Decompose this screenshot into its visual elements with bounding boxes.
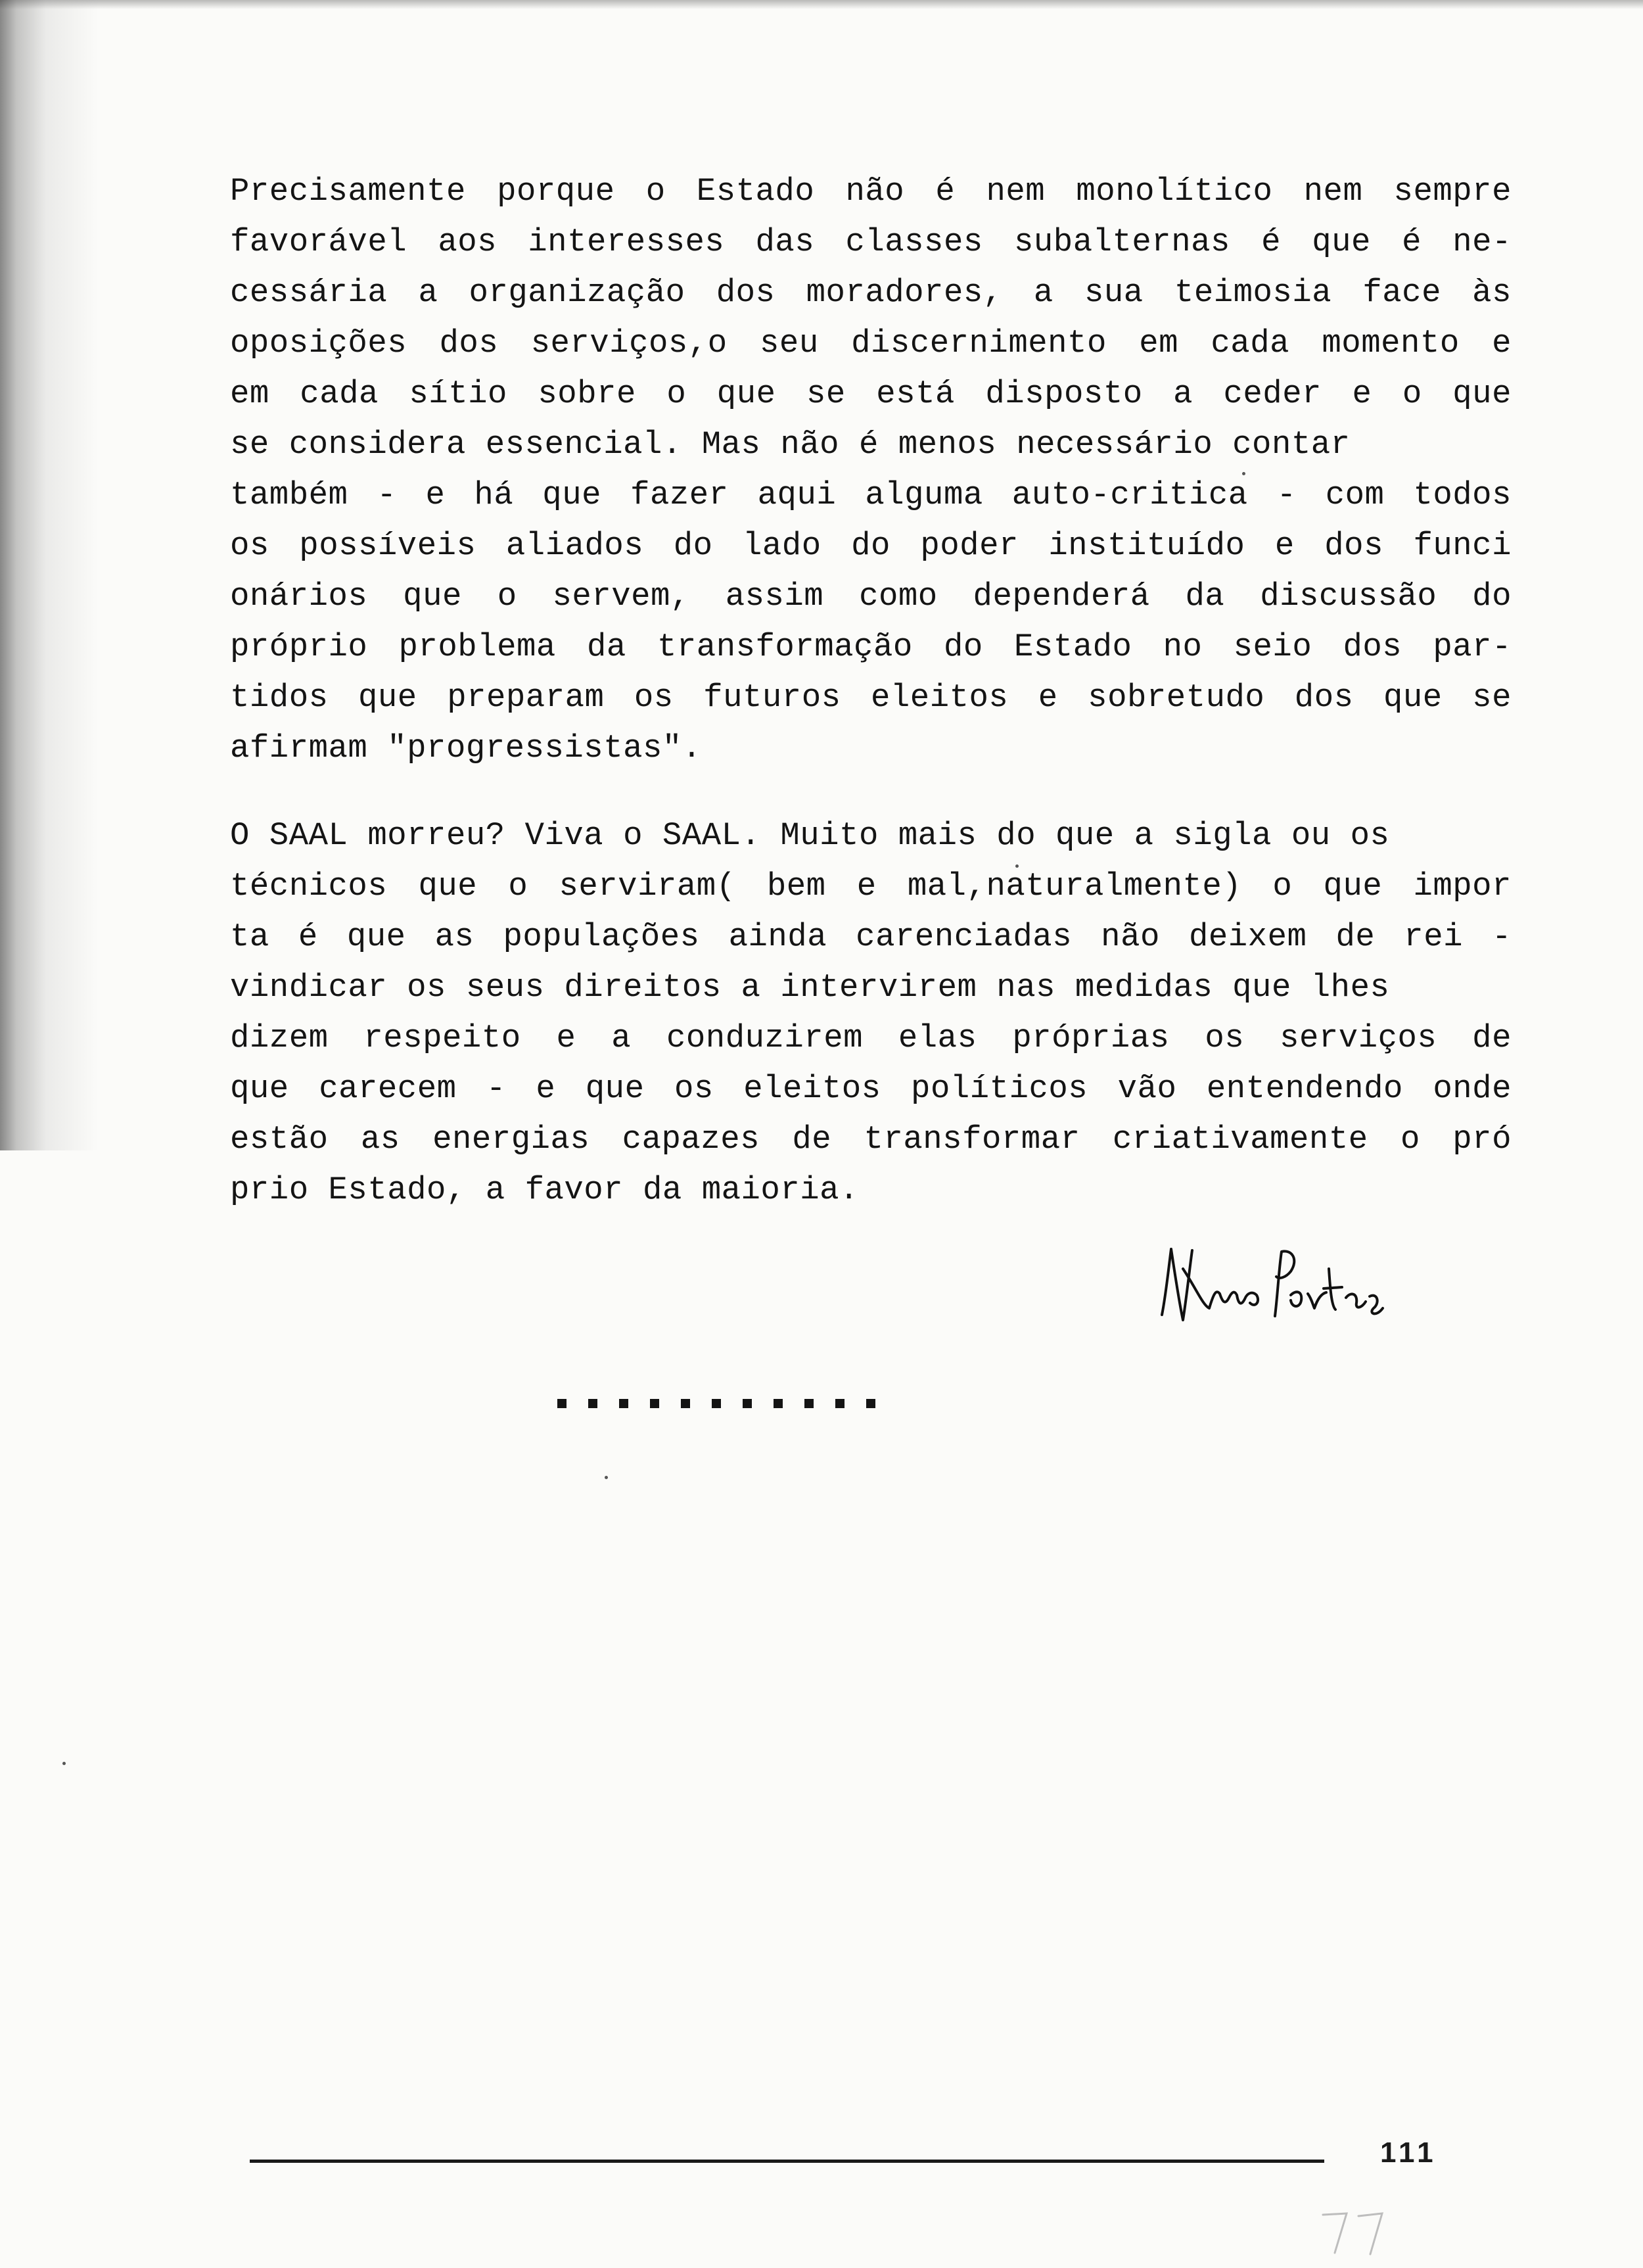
text-line: que carecem - e que os eleitos políticos vão entendendo onde: [230, 1070, 1512, 1107]
scan-speck: [62, 1762, 66, 1765]
text-line: ta é que as populações ainda carenciadas não deixem de rei -: [230, 918, 1512, 955]
text-line: afirmam "progressistas".: [230, 730, 702, 767]
paragraph-2: [230, 811, 1512, 1216]
scan-speck: [1242, 472, 1245, 475]
text-line: tidos que preparam os futuros eleitos e sobretudo dos que se: [230, 679, 1512, 716]
text-line: cessária a organização dos moradores, a sua teimosia face às: [230, 274, 1512, 311]
scan-shadow-left: [0, 0, 99, 1150]
text-line: onários que o servem, assim como dependerá da discussão do: [230, 578, 1512, 615]
text-line: oposições dos serviços,o seu discernimento em cada momento e: [230, 325, 1512, 362]
text-line: dizem respeito e a conduzirem elas próprias os serviços de: [230, 1020, 1512, 1056]
text-line: próprio problema da transformação do Estado no seio dos par-: [230, 628, 1512, 665]
scan-shadow-top: [0, 0, 1643, 9]
text-line: vindicar os seus direitos a intervirem nas medidas que lhes: [230, 969, 1390, 1006]
text-line: se considera essencial. Mas não é menos necessário contar: [230, 426, 1351, 463]
paragraph-1: [230, 166, 1512, 774]
scan-speck: [605, 1476, 608, 1479]
text-line: os possíveis aliados do lado do poder instituído e dos funci: [230, 527, 1512, 564]
text-line: em cada sítio sobre o que se está disposto a ceder e o que: [230, 375, 1512, 412]
separator-dots: [557, 1397, 906, 1410]
text-line: técnicos que o serviram( bem e mal,naturalmente) o que impor: [230, 868, 1512, 905]
text-line: prio Estado, a favor da maioria.: [230, 1171, 859, 1208]
text-line: estão as energias capazes de transformar criativamente o pró: [230, 1121, 1512, 1158]
handwritten-page-mark: [1318, 2206, 1397, 2258]
text-line: Precisamente porque o Estado não é nem monolítico nem sempre: [230, 173, 1512, 210]
footer-rule: [250, 2160, 1324, 2163]
scan-speck: [1015, 864, 1019, 868]
signature: [1157, 1242, 1393, 1335]
text-line: também - e há que fazer aqui alguma auto-critica - com todos: [230, 477, 1512, 513]
text-line: favorável aos interesses das classes subalternas é que é ne-: [230, 224, 1512, 260]
page-number: 111: [1380, 2137, 1437, 2169]
text-line: O SAAL morreu? Viva o SAAL. Muito mais do que a sigla ou os: [230, 817, 1390, 854]
